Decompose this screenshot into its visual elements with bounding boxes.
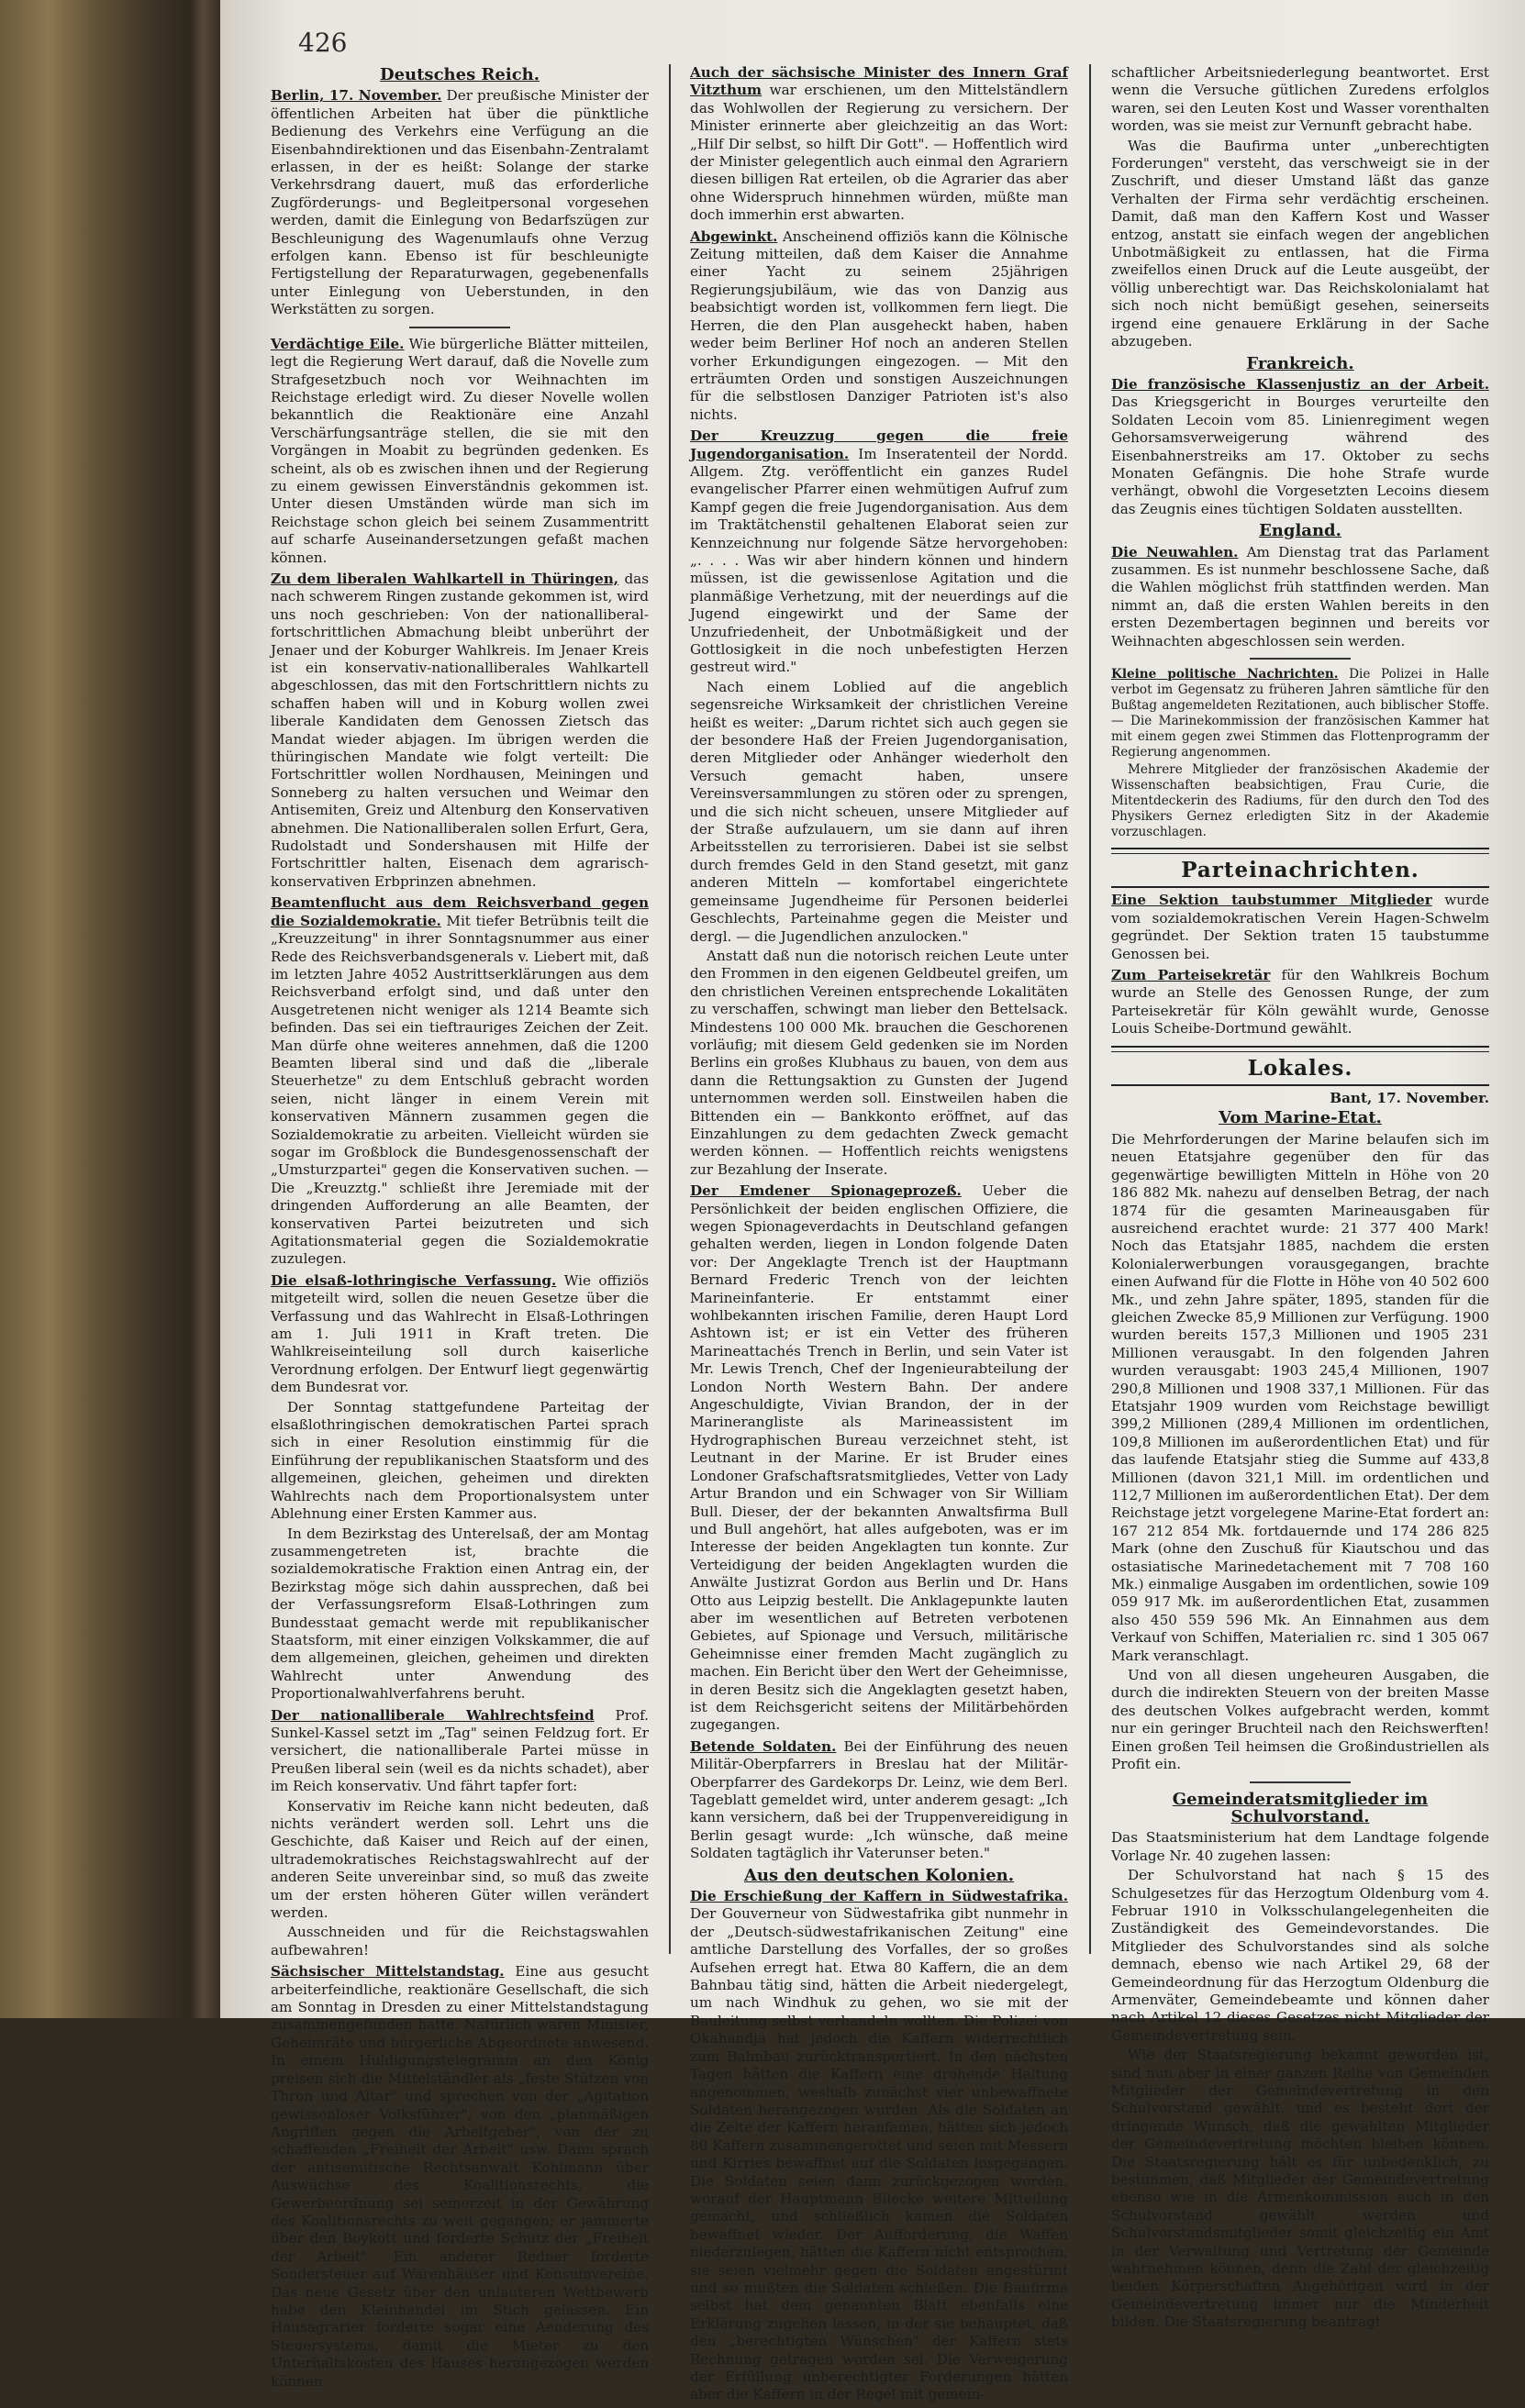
article-paragraph — [1111, 138, 1489, 351]
article-headline: Betende Soldaten. — [690, 1737, 837, 1755]
article-text: Konservativ im Reiche kann nicht bedeuten, daß nichts verändert werden soll. Lehrt uns die Geschichte, daß Kaiser und Reich auf der einen, ultrademokratisches Reichstagswahlrecht auf der anderen Seite unvereinbar sind, so muß das zweite um der ersten höheren Güter willen verändert werden. — [271, 1797, 649, 1922]
article-headline: Der Emdener Spionageprozeß. — [690, 1182, 962, 1200]
column-2 — [690, 64, 1068, 2408]
article — [690, 228, 1068, 424]
article-headline: Sächsischer Mittelstandstag. — [271, 1963, 505, 1981]
article-text: Das Staatsministerium hat dem Landtage folgende Vorlage Nr. 40 zugehen lassen: — [1111, 1829, 1489, 1864]
article-paragraph — [690, 948, 1068, 1179]
article — [1111, 967, 1489, 1038]
article-paragraph — [271, 1399, 649, 1524]
article-headline: Die Erschießung der Kaffern in Südwestafrika. — [690, 1888, 1068, 1905]
article-paragraph — [690, 427, 1068, 677]
article-headline: Berlin, 17. November. — [271, 87, 442, 105]
section-title: Aus den deutschen Kolonien. — [743, 1865, 1015, 1885]
article-headline: Die elsaß-lothringische Verfassung. — [271, 1271, 557, 1289]
article — [1111, 64, 1489, 351]
article — [271, 894, 649, 1269]
article-text: Mehrere Mitglieder der französischen Akademie der Wissenschaften beabsichtigen, Frau Curie, die Mitentdeckerin des Radiums, für den durch den Tod des Physikers Gernez erledigten Sitz in der Akademie vorzuschlagen. — [1111, 762, 1489, 839]
article-paragraph — [271, 87, 649, 318]
section-rule — [1111, 848, 1489, 849]
article-paragraph — [271, 571, 649, 891]
article-text: Die Polizei in Halle verbot im Gegensatz zu früheren Jahren sämtliche für den Bußtag angemeldeten Rezitationen, auch biblischer Stoffe. — Die Marinekommission der französischen Kammer hat mit einem gegen zwei Stimmen das Flottenprogramm der Regierung angenommen. — [1111, 667, 1489, 760]
dateline: Bant, 17. November. — [1330, 1090, 1489, 1107]
article-paragraph — [271, 336, 649, 567]
article — [271, 1963, 649, 2391]
article — [271, 87, 649, 318]
article-headline: Eine Sektion taubstummer Mitglieder — [1111, 892, 1432, 909]
article-paragraph — [271, 1963, 649, 2391]
article-text: Ueber die Persönlichkeit der beiden englischen Offiziere, die wegen Spionageverdachts in Deutschland gefangen gehalten werden, liegen in London folgende Daten vor: Der Angeklagte Trench ist der Hauptmann Bernard Frederic Trench von der leichten Marineinfanterie. Er entstammt einer wohlbekannten irischen Familie, deren Haupt Lord Ashtown ist; er ist ein Vetter des früheren Marineattachés Trench in Berlin, und sein Vater ist Mr. Lewis Trench, Chef der Ingenieurabteilung der London North Western Bahn. Der andere Angeschuldigte, Vivian Brandon, der in der Marinerangliste als Marineassistent im Hydrographischen Bureau verzeichnet steht, ist Leutnant in der Marine. Er ist Bruder eines Londoner Grafschaftsratsmitgliedes, Vetter von Lady Artur Brandon und ein Schwager von Sir William Bull. Dieser, der der bekannten Anwaltsfirma Bull und Bull angehört, hat alles aufgeboten, was er im Interesse der beiden Angeklagten tun konnte. Zur Verteidigung der beiden Angeklagten wurden die Anwälte Justizrat Gordon aus Berlin und Dr. Hans Otto aus Leipzig bestellt. Die Anklagepunkte lauten aber im wesentlichen auf Betreten verbotenen Gebietes, auf Spionage und Versuch, militärische Geheimnisse einer fremden Macht zugänglich zu machen. Ein Bericht über den Wert der Geheimnisse, in deren Besitz sich die Angeklagten gesetzt haben, ist dem Reichsgericht seitens der Militärbehörden zugegangen. — [690, 1182, 1069, 1734]
article-paragraph — [1111, 762, 1489, 840]
article-text: für den Wahlkreis Bochum wurde an Stelle des Genossen Runge, der zum Parteisekretär für Köln gewählt wurde, Genosse Louis Scheibe-Dortmund gewählt. — [1111, 967, 1490, 1038]
section-title: Deutsches Reich. — [379, 65, 540, 84]
article-headline: Die französische Klassenjustiz an der Arbeit. — [1111, 375, 1489, 393]
article-headline: Abgewinkt. — [690, 227, 778, 245]
separator-line — [1250, 658, 1351, 660]
article — [690, 1182, 1068, 1735]
article-text: Die Mehrforderungen der Marine belaufen sich im neuen Etatsjahre gegenüber den für das gegenwärtige bewilligten Mitteln in Höhe von 20 186 882 Mk. nahezu auf denselben Betrag, der nach 1874 für die gesamten Marineausgaben für ausreichend erachtet wurde: 21 377 400 Mark! Noch das Etatsjahr 1885, nachdem die ersten Kolonialerwerbungen vorausgegangen, brachte einen Aufwand für die Flotte in Höhe von 40 502 600 Mk., und zehn Jahre später, 1895, standen für die gleichen Zwecke 85,9 Millionen zur Verfügung. 1900 wurden bereits 157,3 Millionen und 1905 231 Millionen verausgabt. In den folgenden Jahren wurden verausgabt: 1903 245,4 Millionen, 1907 290,8 Millionen und 1908 337,1 Millionen. Für das Etatsjahr 1909 wurden vom Reichstage bewilligt 399,2 Millionen (289,4 Millionen im ordentlichen, 109,8 Millionen im außerordentlichen Etat) und für das laufende Etatsjahr stieg die Summe auf 433,8 Millionen (davon 321,1 Mill. im ordentlichen und 112,7 Millionen im außerordentlichen Etat). Der dem Reichstage jetzt vorgelegene Marine-Etat fordert an: 167 212 854 Mk. fortdauernde und 174 286 825 Mark (ohne den Zuschuß für Kiautschou und das ostasiatische Marinedetachement mit 7 708 160 Mk.) einmalige Ausgaben im ordentlichen, sowie 109 059 917 Mk. im außerordentlichen Etat, zusammen also 450 559 596 Mk. An Einnahmen aus dem Verkauf von Schiffen, Materialien rc. sind 1 305 067 Mark veranschlagt. — [1111, 1130, 1490, 1664]
newspaper-page — [220, 0, 1525, 2403]
article-paragraph — [1111, 64, 1489, 136]
article-text: Was die Baufirma unter „unberechtigten Forderungen" versteht, das verschweigt sie in der Zuschrift, und dieser Umstand läßt das ganze Verhalten der Firma sehr verdächtig erscheinen. Damit, daß man den Kaffern Kost und Wasser entzog, anstatt sie einfach wegen der angeblichen Unbotmäßigkeit zu entlassen, hat die Firma zweifellos einen Druck auf die Leute ausgeübt, der völlig unberechtigt war. Das Reichskolonialamt hat sich noch nicht bemüßigt gesehen, seinerseits irgend eine genauere Erklärung in der Sache abzugeben. — [1111, 137, 1489, 350]
section-title: Frankreich. — [1246, 353, 1354, 373]
article-paragraph — [690, 1888, 1068, 2404]
article-headline: Der nationalliberale Wahlrechtsfeind — [271, 1706, 595, 1724]
article-paragraph — [1111, 1131, 1489, 1665]
article-text: Der Sonntag stattgefundene Parteitag der elsaßlothringischen demokratischen Partei sprach sich in einer Resolution einstimmig für die Einführung der republikanischen Staatsform und des allgemeinen, gleichen, geheimen und direkten Wahlrechts nach dem Proportionalsystem unter Ablehnung einer Ersten Kammer aus. — [271, 1398, 649, 1523]
article-headline: Zum Parteisekretär — [1111, 967, 1271, 984]
article-headline: Beamtenflucht aus dem Reichsverband gegen die Sozialdemokratie. — [271, 894, 649, 929]
article-paragraph — [271, 894, 649, 1269]
article-text: Der Gouverneur von Südwestafrika gibt nunmehr in der „Deutsch-südwestafrikanischen Zeitung" eine amtliche Darstellung des Vorfalles, der so großes Aufsehen erregt hat. Etwa 80 Kaffern, die an dem Bahnbau tätig sind, hätten die Arbeit niedergelegt, um nach Windhuk zu gehen, wo sie mit der Bauleitung selbst verhandeln wollten. Die Polizei von Okahandja hat jedoch die Kaffern widerrechtlich zum Bahnbau zurücktransportiert. In den nächsten Tagen hätten die Kaffern eine drohende Haltung angenommen, weshalb zunächst vier unbewaffnete Soldaten herangezogen wurden. Als die Soldaten an die Zelte der Kaffern heranfamen, hätten sich jedoch 80 Kaffern zusammengerottet und seien mit Messern und Kirries bewaffnet auf die Soldaten losgegangen. Die Soldaten seien dann zurückgezogen worden, worauf der Hauptmann Bilecke weitere Mitteilung gemacht, und schließlich kamen die Soldaten bewaffnet wieder. Der Aufforderung, die Waffen niederzulegen, hätten die Kaffern nicht entsprochen, sie seien vielmehr gegen die Soldaten angestürmt und so mußten die Soldaten schießen. Die Baufirma selbst hat dem genannten Blatt ebenfalls eine Erklärung zugehen lassen, in der sie behauptet, daß den „berechtigten Wünschen" der Kaffern stets Rechnung getragen worden sei. Die Verweigerung der Erfüllung unberechtigter Forderungen hätten aber die Kaffern in der Regel mit gemein- — [690, 1905, 1068, 2403]
page-content — [262, 28, 1496, 2403]
section-rule — [1111, 1051, 1489, 1052]
article-text: Im Inseratenteil der Nordd. Allgem. Ztg. veröffentlicht ein ganzes Rudel evangelischer Pfarrer einen wehmütigen Aufruf zum Kampf gegen die freie Jugendorganisation. Aus dem im Traktätchenstil gehaltenen Elaborat seien zur Kennzeichnung nur folgende Sätze hervorgehoben: „. . . . Was wir aber hindern können und hindern müssen, ist die gewissenlose Agitation und die planmäßige Verhetzung, mit der neuerdings auf die Jugend eingewirkt und der Same der Unzufriedenheit, der Unbotmäßigkeit und der Gottlosigkeit in die noch unbefestigten Herzen gestreut wird." — [690, 445, 1069, 676]
article-headline: Kleine politische Nachrichten. — [1111, 667, 1339, 682]
article-text: In dem Bezirkstag des Unterelsaß, der am Montag zusammengetreten ist, brachte die sozialdemokratische Fraktion einen Antrag ein, der Bezirkstag möge sich dahin aussprechen, daß bei der Verfassungsreform Elsaß-Lothringen zum Bundesstaat gemacht werde mit republikanischer Staatsform, mit einer einzigen Volkskammer, die auf dem allgemeinen, gleichen, geheimen und direkten Wahlrecht unter Anwendung des Proportionalwahlverfahrens beruht. — [271, 1525, 649, 1703]
article-text: Anscheinend offiziös kann die Kölnische Zeitung mitteilen, daß dem Kaiser die Annahme einer Yacht zu seinem 25jährigen Regierungsjubiläum, wie das von Danzig aus beabsichtigt worden ist, vollkommen fern liegt. Die Herren, die den Plan ausgeheckt haben, haben weder beim Berliner Hof noch an anderen Stellen vorher Erkundigungen eingezogen. — Mit den erträumten Orden und sonstigen Auszeichnungen für die selbstlosen Danziger Patrioten ist's also nichts. — [690, 227, 1068, 423]
article-text: Ausschneiden und für die Reichstagswahlen aufbewahren! — [271, 1924, 649, 1959]
article-text: Mit tiefer Betrübnis teilt die „Kreuzzeitung" in ihrer Sonntagsnummer aus einer Rede des Reichsverbandsgenerals v. Liebert mit, daß im letzten Jahre 4052 Austrittserklärungen aus dem Reichsverband erfolgt sind, und daß unter den Ausgetretenen nicht weniger als 1214 Beamte sich befinden. Das sei ein tieftrauriges Zeichen der Zeit. Man dürfe ohne weiteres annehmen, daß die 1200 Beamten liberal sind und daß die „liberale Steuerhetze" zu dem Entschluß gebracht worden seien, nicht länger in einem Verein mit konservativen Männern zusammen gegen die Sozialdemokratie zu arbeiten. Vielleicht würden sie sogar im Großblock die Bundesgenossenschaft der „Umsturzpartei" gegen die Konservativen suchen. — Die „Kreuzztg." schließt ihre Jeremiade mit der dringenden Aufforderung an alle Beamten, der konservativen Partei beizutreten und sich Agitationsmaterial gegen die Sozialdemokratie zuzulegen. — [271, 912, 649, 1268]
article — [1111, 667, 1489, 840]
section-rule — [1111, 853, 1489, 854]
column-rule — [669, 64, 671, 1954]
section-rule — [1111, 1084, 1489, 1086]
section-rule — [1111, 886, 1489, 888]
article-text: Wie bürgerliche Blätter mitteilen, legt die Regierung Wert darauf, daß die Novelle zum Strafgesetzbuch noch vor Weihnachten im Reichstage erledigt wird. Zu dieser Novelle wollen bekanntlich die Reaktionäre eine Anzahl Verschärfungsanträge stellen, die sie mit den Vorgängen in Moabit zu begründen gedenken. Es scheint, als ob es zwischen ihnen und der Regierung zu einem gewissen Einverständnis gekommen ist. Unter diesen Umständen würde man sich im Reichstage schon gleich bei seinem Zusammentritt auf scharfe Auseinandersetzungen gefaßt machen können. — [271, 335, 649, 566]
article-text: Der Schulvorstand hat nach § 15 des Schulgesetzes für das Herzogtum Oldenburg vom 4. Februar 1910 in Volksschulangelegenheiten die Zuständigkeit des Gemeindevorstandes. Die Mitglieder des Schulvorstandes sind als solche demnach, ebenso wie nach Artikel 29, 68 der Gemeindeordnung für das Herzogtum Oldenburg die Armenväter, Gemeindebeamte und können daher nach Artikel 12 dieses Gesetzes nicht Mitglieder der Gemeindevertretung sein. — [1111, 1867, 1489, 2044]
article-paragraph — [1111, 1829, 1489, 1865]
section-title: England. — [1259, 521, 1341, 541]
article-text: Am Dienstag trat das Parlament zusammen. Es ist nunmehr beschlossene Sache, daß die Wahlen möglichst früh stattfinden werden. Man nimmt an, daß die ersten Wahlen bereits in den ersten Dezembertagen beginnen und bereits vor Weihnachten abgeschlossen sein werden. — [1111, 543, 1489, 649]
article-headline: Die Neuwahlen. — [1111, 543, 1239, 560]
book-spine — [0, 0, 220, 2018]
article-paragraph — [271, 1798, 649, 1923]
column-1 — [271, 64, 649, 2394]
section-rule — [1111, 1046, 1489, 1048]
section-title: Gemeinderatsmitglieder im Schulvorstand. — [1172, 1789, 1429, 1826]
article — [1111, 892, 1489, 963]
article-text: das nach schwerem Ringen zustande gekommen ist, wird uns noch geschrieben: Von der nationalliberal-fortschrittlichen Abmachung bleibt unberührt der Jenaer und der Koburger Wahlkreis. Im Jenaer Kreis ist ein konservativ-nationalliberales Wahlkartell abgeschlossen, das mit den Fortschrittlern nichts zu schaffen haben will und in Koburg wollen zwei liberale Kandidaten dem Genossen Zietsch das Mandat wieder abjagen. Im übrigen werden die thüringischen Mandate wie folgt verteilt: Die Fortschrittler wollen Nordhausen, Meiningen und Sonneberg zu halten versuchen und Weimar den Antisemiten, Greiz und Altenburg den Konservativen abnehmen. Die Nationalliberalen sollen Erfurt, Gera, Rudolstadt und Sondershausen mit Hilfe der Fortschrittler halten, Eisenach dem agrarisch-konservativen Erbprinzen abnehmen. — [271, 570, 650, 890]
article-text: Wie der Staatsregierung bekannt geworden ist, sind nun aber in einer ganzen Reihe von Gemeinden Mitglieder der Gemeindevertretung in den Schulvorstand gewählt, und es besteht dort der dringende Wunsch, daß die gewählten Mitglieder der Gemeindevertretung möchten bleiben können. Die Staatsregierung hält es für unbedenklich, zu bestimmen, daß Mitglieder der Gemeindevertretung ebenso wie in die Armenkommission auch in den Schulvorstand gewählt werden und Schulvorstandsmitglieder somit gleichzeitig ein Amt in der Verwaltung und Vertretung der Gemeinde wahrnehmen können, denn die Zahl der gleichzeitig beiden Körperschaften Angehörigen wird in der Gemeindevertretung immer nur die Minderheit bilden. Die Staatsregierung beantragt — [1111, 2047, 1489, 2331]
article-headline: Auch der sächsische Minister des Innern Graf Vitzthum — [690, 64, 1068, 99]
article-paragraph — [1111, 2047, 1489, 2332]
article-paragraph — [1111, 667, 1489, 760]
article-text: Anstatt daß nun die notorisch reichen Leute unter den Frommen in den eigenen Geldbeutel greifen, um den christlichen Vereinen entsprechende Lokalitäten zu verschaffen, schwingt man lieber den Bettelsack. Mindestens 100 000 Mk. brauchen die Geschorenen vorläufig; mit diesem Geld gedenken sie im Norden Berlins ein großes Klubhaus zu bauen, von dem aus dann die Rettungsaktion zu Gunsten der Jugend unternommen werden soll. Einstweilen haben die Bittenden ein — Bankkonto eröffnet, auf das Einzahlungen zu dem gedachten Zweck gemacht werden können. — Hoffentlich reichts wenigstens zur Bezahlung der Inserate. — [690, 947, 1068, 1178]
article-paragraph — [1111, 1667, 1489, 1773]
column-rule — [1089, 64, 1091, 1954]
article-text: Der preußische Minister der öffentlichen Arbeiten hat über die pünktliche Bedienung des Verkehrs eine Verfügung an die Eisenbahndirektionen und das Eisenbahn-Zentralamt erlassen, in der es heißt: Solange der starke Verkehrsdrang dauert, muß das erforderliche Zugförderungs- und Begleitpersonal vorgesehen werden, damit die Einlegung von Bedarfszügen zur Beschleunigung des Wagenumlaufs ohne Verzug erfolgen kann. Ebenso ist für beschleunigte Fertigstellung der Reparaturwagen, gegebenenfalls unter Einlegung von Ueberstunden, in den Werkstätten zu sorgen. — [271, 87, 650, 318]
article-paragraph — [690, 64, 1068, 225]
article — [1111, 544, 1489, 650]
page-number: 426 — [298, 28, 348, 58]
article — [271, 1272, 649, 1703]
article-text: war erschienen, um den Mittelständlern das Wohlwollen der Regierung zu versichern. Der Minister erinnerte aber gleichzeitig an das Wort: „Hilf Dir selbst, so hilft Dir Gott". — Hoffentlich wird der Minister gelegentlich auch einmal den Agrariern diesen billigen Rat erteilen, ob die Agrarier das aber ohne Widerspruch hinnehmen würden, müßte man doch immerhin erst abwarten. — [690, 82, 1069, 224]
article — [1111, 1131, 1489, 1774]
article-text: Eine aus gesucht arbeiterfeindliche, reaktionäre Gesellschaft, die sich am Sonntag in Dresden zu einer Mittelstandstagung zusammengefunden hatte. Natürlich waren Minister, Geheimräte und bürgerliche Abgeordnete anwesend. In einem Huldigungstelegramm an den König preisen sich die Mittelständler als „feste Stützen von Thron und Altar" und sprechen von der „Agitation gewissenloser Volksführer", von den „planmäßigen Angriffen gegen die Arbeitgeber", von der zu schaffenden „Freiheit der Arbeit" usw. Dann sprach der antisemitische Rechtsanwalt Kohlmann über Auswüchse des Koalitionsrechts, die Gewerbeordnung sei seinerzeit in der Gewährung des Koalitionsrechts zu weit gegangen; er jammerte über den Boykott und forderte Schutz der „Freiheit der Arbeit". Ein anderer Redner forderte Sondersteuer auf Warenhäuser und Konsumvereine. Das neue Gesetz über den unlauteren Wettbewerb habe den Kleinhandel im Stich gelassen. Ein Hausagrarier forderte sogar eine Aenderung des Steuersystems, damit die Mieter zu den Unterhaltskosten des Hauses herangezogen werden können. — [271, 1963, 650, 2390]
article — [271, 1707, 649, 1960]
article-paragraph — [690, 1182, 1068, 1735]
article-paragraph — [1111, 376, 1489, 518]
article-paragraph — [690, 1738, 1068, 1863]
article-paragraph — [271, 1272, 649, 1397]
article — [690, 64, 1068, 225]
article-text: wurde vom sozialdemokratischen Verein Hagen-Schwelm gegründet. Der Sektion traten 15 taubstumme Genossen bei. — [1111, 892, 1489, 962]
section-title: Lokales. — [1247, 1055, 1353, 1081]
article-text: Bei der Einführung des neuen Militär-Oberpfarrers in Breslau hat der Militär-Oberpfarrer des Gardekorps Dr. Leinz, wie dem Berl. Tageblatt gemeldet wird, unter anderem gesagt: „Ich kann versichern, daß bei der Truppenvereidigung in Berlin gesagt wurde: „Ich wünsche, daß meine Soldaten tagtäglich ihr Vaterunser beten." — [690, 1737, 1068, 1862]
article-paragraph — [1111, 544, 1489, 650]
column-3 — [1111, 64, 1489, 2336]
article-text: Prof. Sunkel-Kassel setzt im „Tag" seinen Feldzug fort. Er versichert, die nationalliberale Partei müsse in Preußen liberal sein (weil es da nichts schadet), aber im Reich konservativ. Und fährt tapfer fort: — [271, 1706, 649, 1795]
article-paragraph — [271, 1526, 649, 1703]
article-text: schaftlicher Arbeitsniederlegung beantwortet. Erst wenn die Versuche gütlichen Zuredens erfolglos waren, sei den Leuten Kost und Wasser vorenthalten worden, was sie meist zur Vernunft gebracht habe. — [1111, 64, 1489, 135]
article — [690, 1738, 1068, 1863]
article — [690, 427, 1068, 1179]
article-text: Und von all diesen ungeheuren Ausgaben, die durch die indirekten Steuern von der breiten Masse des deutschen Volkes aufgebracht werden, kommt nur ein geringer Bruchteil nach den Reichswerften! Einen großen Teil heimsen die Großindustriellen als Profit ein. — [1111, 1667, 1489, 1773]
article-text: Das Kriegsgericht in Bourges verurteilte den Soldaten Lecoin vom 85. Linienregiment wegen Gehorsamsverweigerung während des Eisenbahnerstreiks am 17. Oktober zu sechs Monaten Gefängnis. Die hohe Strafe wurde verhängt, obwohl die Vorgesetzten Lecoins diesem das Zeugnis eines tüchtigen Soldaten ausstellten. — [1111, 394, 1489, 517]
article-headline: Zu dem liberalen Wahlkartell in Thüringen, — [271, 570, 619, 587]
article-headline: Verdächtige Eile. — [271, 335, 405, 352]
article-paragraph — [271, 1924, 649, 1959]
article-paragraph — [1111, 1867, 1489, 2045]
article-text: Nach einem Loblied auf die angeblich segensreiche Wirksamkeit der christlichen Vereine heißt es weiter: „Darum richtet sich auch gegen sie der besondere Haß der Freien Jugendorganisation, deren Mitglieder oder Anhänger wiederholt den Versuch gemacht haben, unsere Vereinsversammlungen zu stören oder zu sprengen, und die sich nicht scheuen, unsere Mitglieder auf der Straße aufzulauern, um sie dann auf ihren Arbeitsstellen zu terrorisieren. Dabei ist sie selbst durch fremdes Geld in den Stand gesetzt, mit ganz anderen Mitteln — komfortabel eingerichtete gemeinsame Jugendheime für Personen beiderlei Geschlechts, Parteinahme gegen die Meister und dergl. — die Jugendlichen anzulocken." — [690, 678, 1068, 945]
article — [1111, 376, 1489, 518]
article — [1111, 1829, 1489, 2331]
separator-line — [409, 327, 510, 328]
section-title: Vom Marine-Etat. — [1219, 1108, 1382, 1128]
article — [271, 336, 649, 567]
article-text: Wie offiziös mitgeteilt wird, sollen die neuen Gesetze über die Verfassung und das Wahlrecht in Elsaß-Lothringen am 1. Juli 1911 in Kraft treten. Die Wahlkreiseinteilung soll durch kaiserliche Verordnung erfolgen. Der Entwurf liegt gegenwärtig dem Bundesrat vor. — [271, 1271, 650, 1396]
section-title: Parteinachrichten. — [1181, 858, 1419, 882]
article-headline: Der Kreuzzug gegen die freie Jugendorganisation. — [690, 427, 1068, 462]
separator-line — [1250, 1781, 1351, 1783]
article-paragraph — [271, 1707, 649, 1796]
article-paragraph — [690, 679, 1068, 946]
article-paragraph — [1111, 892, 1489, 963]
article — [271, 571, 649, 891]
article-paragraph — [690, 228, 1068, 424]
article-paragraph — [1111, 967, 1489, 1038]
article — [690, 1888, 1068, 2404]
